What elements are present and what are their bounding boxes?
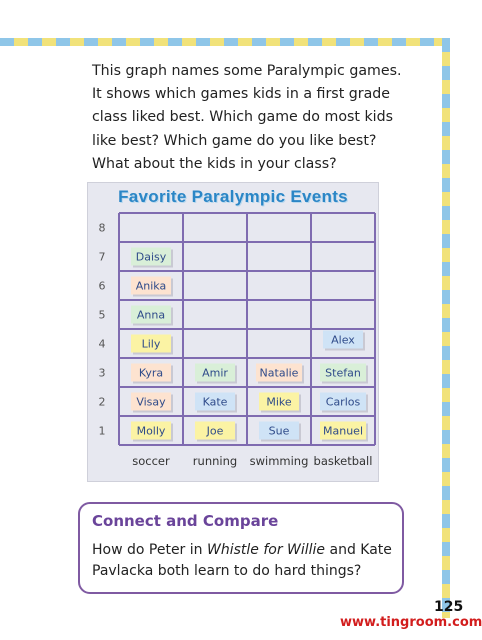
row-label: 7 [98, 250, 106, 264]
note-name: Visay [136, 395, 166, 409]
note-name: Kyra [138, 366, 164, 380]
note-name: Mike [266, 395, 292, 409]
note-name: Sue [268, 424, 290, 438]
chart-panel [87, 182, 379, 482]
intro-paragraph: This graph names some Paralympic games. It shows which games kids in a first grade class liked best. Which game do most kids like best? Which game do you like best? What about the kids in your class? [92, 63, 402, 172]
note-name: Kate [202, 395, 228, 409]
row-label: 3 [98, 366, 106, 380]
row-label: 2 [98, 395, 106, 409]
chart-title: Favorite Paralympic Events [118, 187, 348, 206]
connect-question [92, 540, 392, 582]
row-label: 1 [98, 424, 106, 438]
border-top-stripe [0, 38, 450, 46]
category-label: swimming [249, 454, 309, 468]
note-name: Natalie [259, 366, 299, 380]
note-name: Stefan [325, 366, 361, 380]
category-label: basketball [313, 454, 373, 468]
book-title: Whistle for Willie [206, 542, 326, 558]
page-number: 125 [434, 599, 464, 615]
note-name: Amir [202, 366, 228, 380]
row-label: 8 [98, 221, 106, 235]
note-name: Carlos [325, 395, 361, 409]
category-label: soccer [132, 454, 170, 468]
note-name: Manuel [323, 424, 363, 438]
watermark: www.tingroom.com [340, 615, 482, 630]
question-part-2: and Kate Pavlacka both learn to do hard things? [92, 542, 392, 579]
row-label: 5 [98, 308, 106, 322]
note-name: Anna [136, 308, 166, 322]
question-part-1: How do Peter in [92, 542, 207, 558]
pictograph-chart [88, 183, 378, 481]
row-label: 6 [98, 279, 106, 293]
note-name: Joe [206, 424, 224, 438]
note-name: Alex [331, 333, 355, 347]
note-name: Lily [141, 337, 161, 351]
border-right-stripe [442, 38, 450, 618]
note-name: Anika [135, 279, 167, 293]
connect-and-compare-box [78, 502, 404, 594]
note-name: Daisy [135, 250, 167, 264]
connect-title: Connect and Compare [92, 512, 279, 530]
note-name: Molly [136, 424, 166, 438]
category-label: running [192, 454, 238, 468]
row-label: 4 [98, 337, 106, 351]
